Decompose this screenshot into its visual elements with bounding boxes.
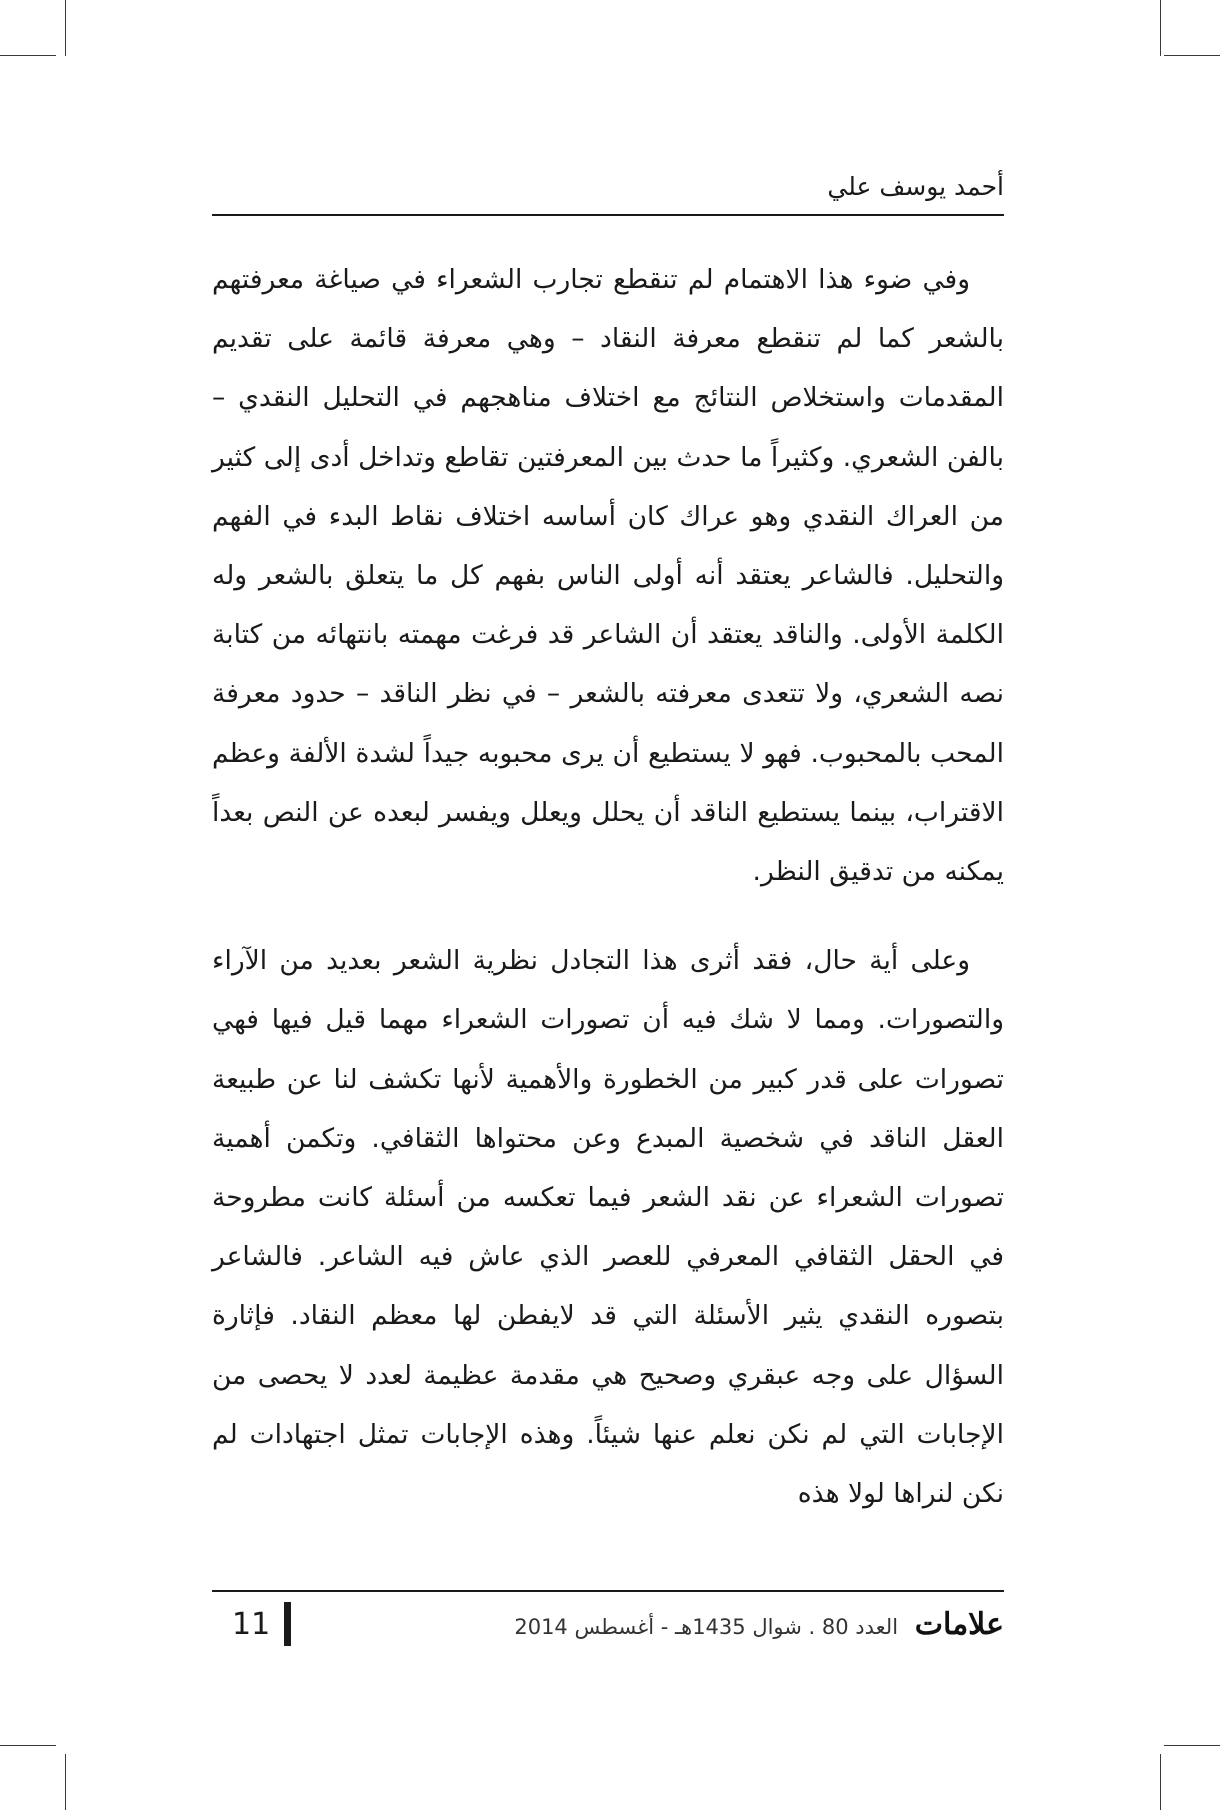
header-rule — [212, 214, 1004, 216]
article-body — [212, 250, 1004, 1523]
paragraph: وعلى أية حال، فقد أثرى هذا التجادل نظرية الشعر بعديد من الآراء والتصورات. ومما لا شك فيه أن تصورات الشعراء مهما قيل فيها فهي تصورات على قدر كبير من الخطورة والأهمية لأنها تكشف لنا عن طبيعة العقل الناقد في شخصية المبدع وعن محتواها الثقافي. وتكمن أهمية تصورات الشعراء عن نقد الشعر فيما تعكسه من أسئلة كانت مطروحة في الحقل الثقافي المعرفي للعصر الذي عاش فيه الشاعر. فالشاعر بتصوره النقدي يثير الأسئلة التي قد لايفطن لها معظم النقاد. فإثارة السؤال على وجه عبقري وصحيح هي مقدمة عظيمة لعدد لا يحصى من الإجابات التي لم نكن نعلم عنها شيئاً. وهذه الإجابات تمثل اجتهادات لم نكن لنراها لولا هذه — [212, 945, 1004, 1510]
page-number-divider — [284, 1602, 291, 1646]
crop-mark — [1160, 1754, 1161, 1810]
issue-info — [304, 1608, 1004, 1644]
crop-mark — [65, 1754, 66, 1810]
paragraph: وفي ضوء هذا الاهتمام لم تنقطع تجارب الشعراء في صياغة معرفتهم بالشعر كما لم تنقطع معرفة النقاد – وهي معرفة قائمة على تقديم المقدمات واستخلاص النتائج مع اختلاف مناهجهم في التحليل النقدي – بالفن الشعري. وكثيراً ما حدث بين المعرفتين تقاطع وتداخل أدى إلى كثير من العراك النقدي وهو عراك كان أساسه اختلاف نقاط البدء في الفهم والتحليل. فالشاعر يعتقد أنه أولى الناس بفهم كل ما يتعلق بالشعر وله الكلمة الأولى. والناقد يعتقد أن الشاعر قد فرغت مهمته بانتهائه من كتابة نصه الشعري، ولا تتعدى معرفته بالشعر – في نظر الناقد – حدود معرفة المحب بالمحبوب. فهو لا يستطيع أن يرى محبوبه جيداً لشدة الألفة وعظم الاقتراب، بينما يستطيع الناقد أن يحلل ويعلل ويفسر لبعده عن النص بعداً يمكنه من تدقيق النظر. — [212, 264, 1004, 888]
author-name: أحمد يوسف علي — [827, 172, 1004, 201]
journal-logo: علامات — [914, 1607, 1004, 1642]
footer-rule — [212, 1590, 1004, 1592]
crop-mark — [1164, 1745, 1220, 1746]
running-head — [212, 170, 1004, 216]
crop-mark — [1164, 55, 1220, 56]
issue-details: العدد 80 . شوال 1435هـ - أغسطس 2014 — [514, 1615, 899, 1639]
crop-mark — [65, 0, 66, 56]
crop-mark — [0, 55, 56, 56]
page-number: 11 — [232, 1607, 271, 1642]
crop-mark — [0, 1745, 56, 1746]
crop-mark — [1160, 0, 1161, 56]
page-footer — [212, 1590, 1004, 1650]
